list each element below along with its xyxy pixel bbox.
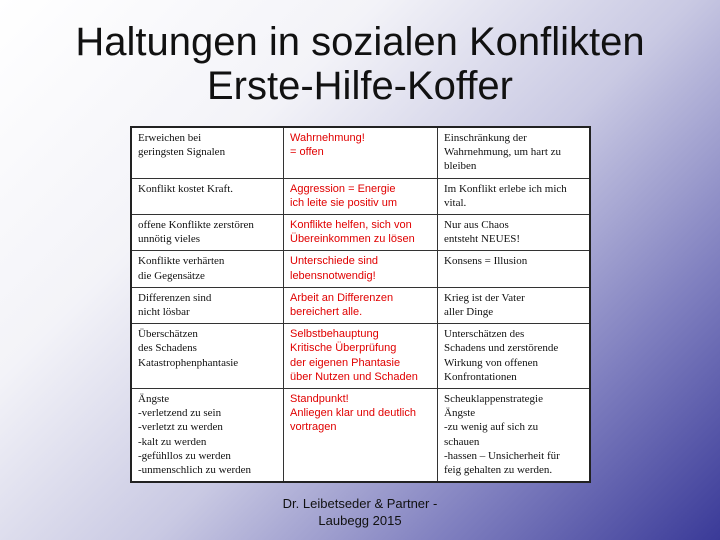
table-cell-problem: Konflikt kostet Kraft. [131, 178, 284, 214]
slide-footer [260, 495, 460, 529]
table-cell-opposite: Krieg ist der Vater aller Dinge [438, 287, 591, 323]
table-cell-opposite: Im Konflikt erlebe ich mich vital. [438, 178, 591, 214]
attitudes-table [130, 126, 591, 483]
table-row [131, 324, 590, 389]
footer-line-1: Dr. Leibetseder & Partner - [282, 496, 438, 511]
table-row [131, 251, 590, 287]
table-cell-attitude: Unterschiede sind lebensnotwendig! [284, 251, 438, 287]
table-cell-attitude: Arbeit an Differenzen bereichert alle. [284, 287, 438, 323]
table-cell-opposite: Nur aus Chaos entsteht NEUES! [438, 215, 591, 251]
table-cell-opposite: Einschränkung der Wahrnehmung, um hart zu bleiben [438, 127, 591, 178]
table-cell-problem: Ängste -verletzend zu sein -verletzt zu werden -kalt zu werden -gefühllos zu werden -unmenschlich zu werden [131, 389, 284, 483]
table-cell-problem: Erweichen bei geringsten Signalen [131, 127, 284, 178]
table-cell-opposite: Scheuklappenstrategie Ängste -zu wenig auf sich zu schauen -hassen – Unsicherheit für feig gehalten zu werden. [438, 389, 591, 483]
title-line-1: Haltungen in sozialen Konflikten [75, 20, 645, 64]
table-cell-opposite: Unterschätzen des Schadens und zerstörende Wirkung von offenen Konfrontationen [438, 324, 591, 389]
table-row [131, 127, 590, 178]
title-line-2: Erste-Hilfe-Koffer [206, 64, 513, 108]
table-cell-attitude: Selbstbehauptung Kritische Überprüfung der eigenen Phantasie über Nutzen und Schaden [284, 324, 438, 389]
table-row [131, 389, 590, 483]
table-cell-problem: Konflikte verhärten die Gegensätze [131, 251, 284, 287]
slide-title [0, 20, 720, 108]
table-cell-problem: offene Konflikte zerstören unnötig vieles [131, 215, 284, 251]
table-row [131, 178, 590, 214]
table-cell-attitude: Standpunkt! Anliegen klar und deutlich vortragen [284, 389, 438, 483]
table-cell-attitude: Aggression = Energie ich leite sie positiv um [284, 178, 438, 214]
table-cell-opposite: Konsens = Illusion [438, 251, 591, 287]
table-cell-attitude: Wahrnehmung! = offen [284, 127, 438, 178]
table-body [131, 127, 590, 482]
table-cell-problem: Überschätzen des Schadens Katastrophenphantasie [131, 324, 284, 389]
table-row [131, 215, 590, 251]
table-cell-attitude: Konflikte helfen, sich von Übereinkommen zu lösen [284, 215, 438, 251]
footer-line-2: Laubegg 2015 [318, 513, 402, 528]
table-cell-problem: Differenzen sind nicht lösbar [131, 287, 284, 323]
table-row [131, 287, 590, 323]
